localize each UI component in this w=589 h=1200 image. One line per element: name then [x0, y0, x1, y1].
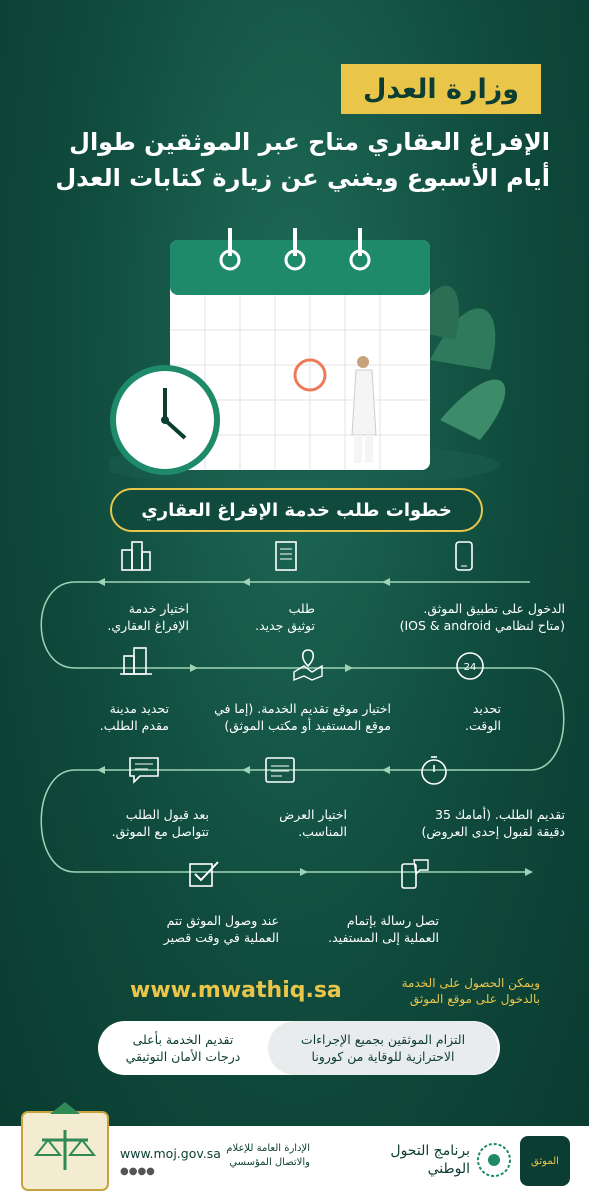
step-9-text: بعد قبول الطلب تتواصل مع الموثق. — [111, 807, 209, 839]
url-note: ويمكن الحصول على الخدمة بالدخول على موقع الموثق — [401, 976, 540, 1006]
map-pin-icon — [290, 646, 326, 682]
vision-emblem-icon — [474, 1140, 514, 1180]
social-icons: ●●●● — [120, 1166, 155, 1177]
steps-title: خطوات طلب خدمة الإفراغ العقاري — [110, 488, 483, 532]
step-4-text: تحديد الوقت. — [465, 701, 501, 733]
step-2-text: طلب توثيق جديد. — [255, 601, 315, 633]
phone-icon — [446, 538, 482, 574]
chat-icon — [126, 752, 162, 788]
step-1-text: الدخول على تطبيق الموثق. (متاح لنظامي IOS & android) — [399, 601, 565, 633]
timer-icon — [416, 752, 452, 788]
step-7-text: تقديم الطلب. (أمامك 35 دقيقة لقبول إحدى العروض) — [421, 807, 565, 839]
ministry-site-link[interactable]: www.moj.gov.sa — [120, 1146, 221, 1161]
wall-clock-icon — [113, 368, 217, 472]
step-10-text: تصل رسالة بإتمام العملية إلى المستفيد. — [328, 913, 439, 945]
clock-24-icon — [452, 648, 488, 684]
document-icon — [268, 538, 304, 574]
calendar-illustration — [110, 220, 530, 480]
buildings-icon — [118, 538, 154, 574]
media-department: الإدارة العامة للإعلام والاتصال المؤسسي — [226, 1143, 310, 1168]
ministry-label: وزارة العدل — [341, 64, 541, 114]
step-11-text: عند وصول الموثق تتم العملية في وقت قصير — [163, 913, 279, 945]
ministry-emblem-icon — [20, 1100, 110, 1192]
step-5-text: اختيار موقع تقديم الخدمة. (إما في موقع المستفيد أو مكتب الموثق) — [214, 701, 391, 733]
message-phone-icon — [396, 856, 432, 892]
svg-text:24: 24 — [463, 662, 477, 673]
step-3-text: اختيار خدمة الإفراغ العقاري. — [107, 601, 189, 633]
security-feature: تقديم الخدمة بأعلى درجات الأمان التوثيقي — [125, 1032, 241, 1064]
city-icon — [118, 642, 154, 678]
precautions-feature: التزام الموثقين بجميع الإجراءات الاحترازية للوقاية من كورونا — [268, 1021, 498, 1075]
step-8-text: اختيار العرض المناسب. — [279, 807, 347, 839]
checkbox-icon — [186, 856, 222, 892]
website-link[interactable]: www.mwathiq.sa — [130, 978, 342, 1003]
mwathiq-logo: الموثق — [520, 1136, 570, 1186]
headline-line-2: أيام الأسبوع ويغني عن زيارة كتابات العدل — [55, 164, 550, 192]
step-6-text: تحديد مدينة مقدم الطلب. — [99, 701, 169, 733]
national-transformation-logo: برنامج التحول الوطني — [390, 1143, 470, 1177]
headline-line-1: الإفراغ العقاري متاح عبر الموثقين طوال — [69, 128, 550, 156]
offers-icon — [262, 752, 298, 788]
